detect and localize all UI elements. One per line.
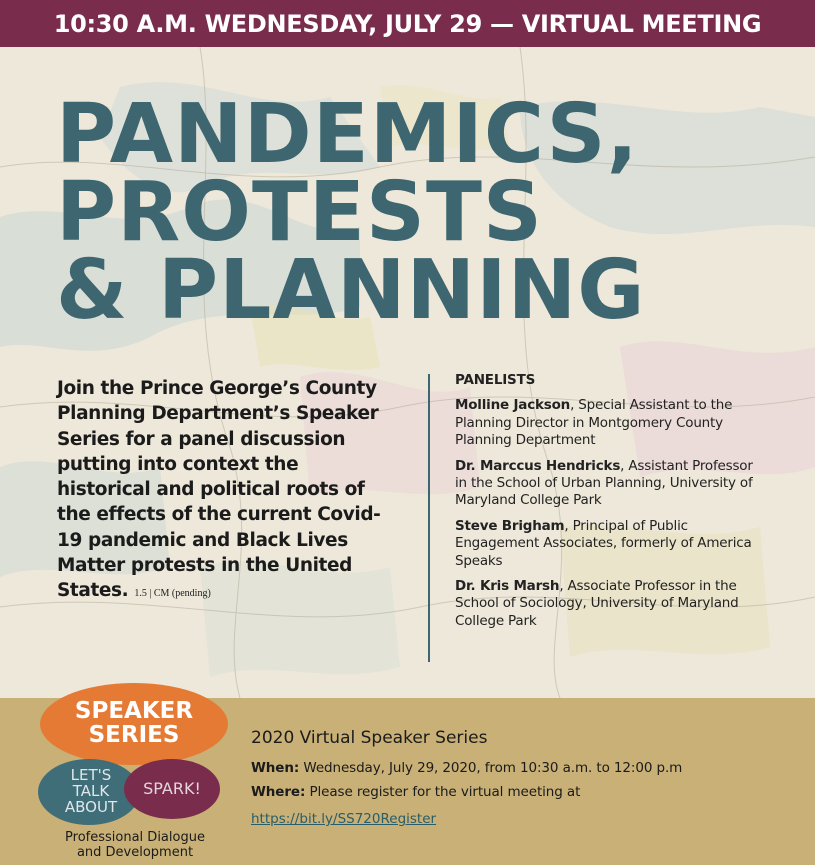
panelist-name: Molline Jackson	[455, 397, 571, 414]
panelists-list	[455, 372, 755, 638]
talk-line-1: LET'S	[70, 766, 112, 784]
series-title: 2020 Virtual Speaker Series	[251, 728, 488, 748]
talk-line-3: ABOUT	[64, 798, 118, 816]
intro-text: Join the Prince George’s County Planning Department’s Speaker Series for a panel discussion putting into context the historical and political roots of the effects of the current Covid-19 pandemic and Black Lives Matter protests in the United States.	[57, 378, 381, 602]
page-title	[56, 87, 776, 338]
panelist-item	[455, 578, 755, 630]
title-line-1: PANDEMICS,	[56, 87, 639, 182]
panelist-item	[455, 518, 755, 570]
talk-label	[46, 767, 136, 815]
where-value: Please register for the virtual meeting at	[305, 784, 581, 800]
panelist-description: , Associate Professor in the School of Sociology, University of Maryland College Park	[455, 578, 739, 629]
banner-text: 10:30 A.M. WEDNESDAY, JULY 29 — VIRTUAL MEETING	[53, 9, 762, 38]
panelist-name: Dr. Marccus Hendricks	[455, 457, 621, 474]
panelist-description: , Special Assistant to the Planning Director in Montgomery County Planning Department	[455, 397, 733, 449]
speaker-series-logo	[36, 679, 236, 865]
where-row	[251, 784, 791, 800]
subtitle-line-1: Professional Dialogue	[65, 830, 205, 845]
title-line-2: PROTESTS	[56, 165, 543, 260]
speaker-line-2: SERIES	[88, 722, 180, 748]
logo-subtitle	[50, 830, 220, 860]
register-link[interactable]: https://bit.ly/SS720Register	[251, 811, 437, 827]
event-details	[251, 728, 791, 827]
speaker-series-label	[40, 699, 228, 747]
when-row	[251, 760, 791, 776]
panelists-heading: PANELISTS	[455, 372, 536, 388]
credit-note: 1.5 | CM (pending)	[134, 588, 211, 600]
when-value: Wednesday, July 29, 2020, from 10:30 a.m. to 12:00 p.m	[299, 760, 683, 776]
when-label: When:	[251, 760, 300, 776]
panelist-item	[455, 397, 755, 449]
panelist-description: , Assistant Professor in the School of Urban Planning, University of Maryland College Park	[455, 457, 753, 509]
column-divider	[428, 374, 430, 662]
panelist-item	[455, 458, 755, 510]
talk-line-2: TALK	[72, 782, 110, 800]
subtitle-line-2: and Development	[76, 845, 194, 860]
title-line-3: & PLANNING	[56, 243, 646, 338]
speaker-line-1: SPEAKER	[74, 698, 194, 724]
panelist-description: , Principal of Public Engagement Associates, formerly of America Speaks	[455, 517, 752, 569]
date-banner	[0, 0, 815, 47]
panelist-name: Steve Brigham	[455, 517, 565, 534]
intro-paragraph	[57, 376, 392, 607]
where-label: Where:	[251, 784, 306, 800]
spark-label: SPARK!	[143, 779, 201, 798]
panelist-name: Dr. Kris Marsh	[455, 578, 560, 595]
